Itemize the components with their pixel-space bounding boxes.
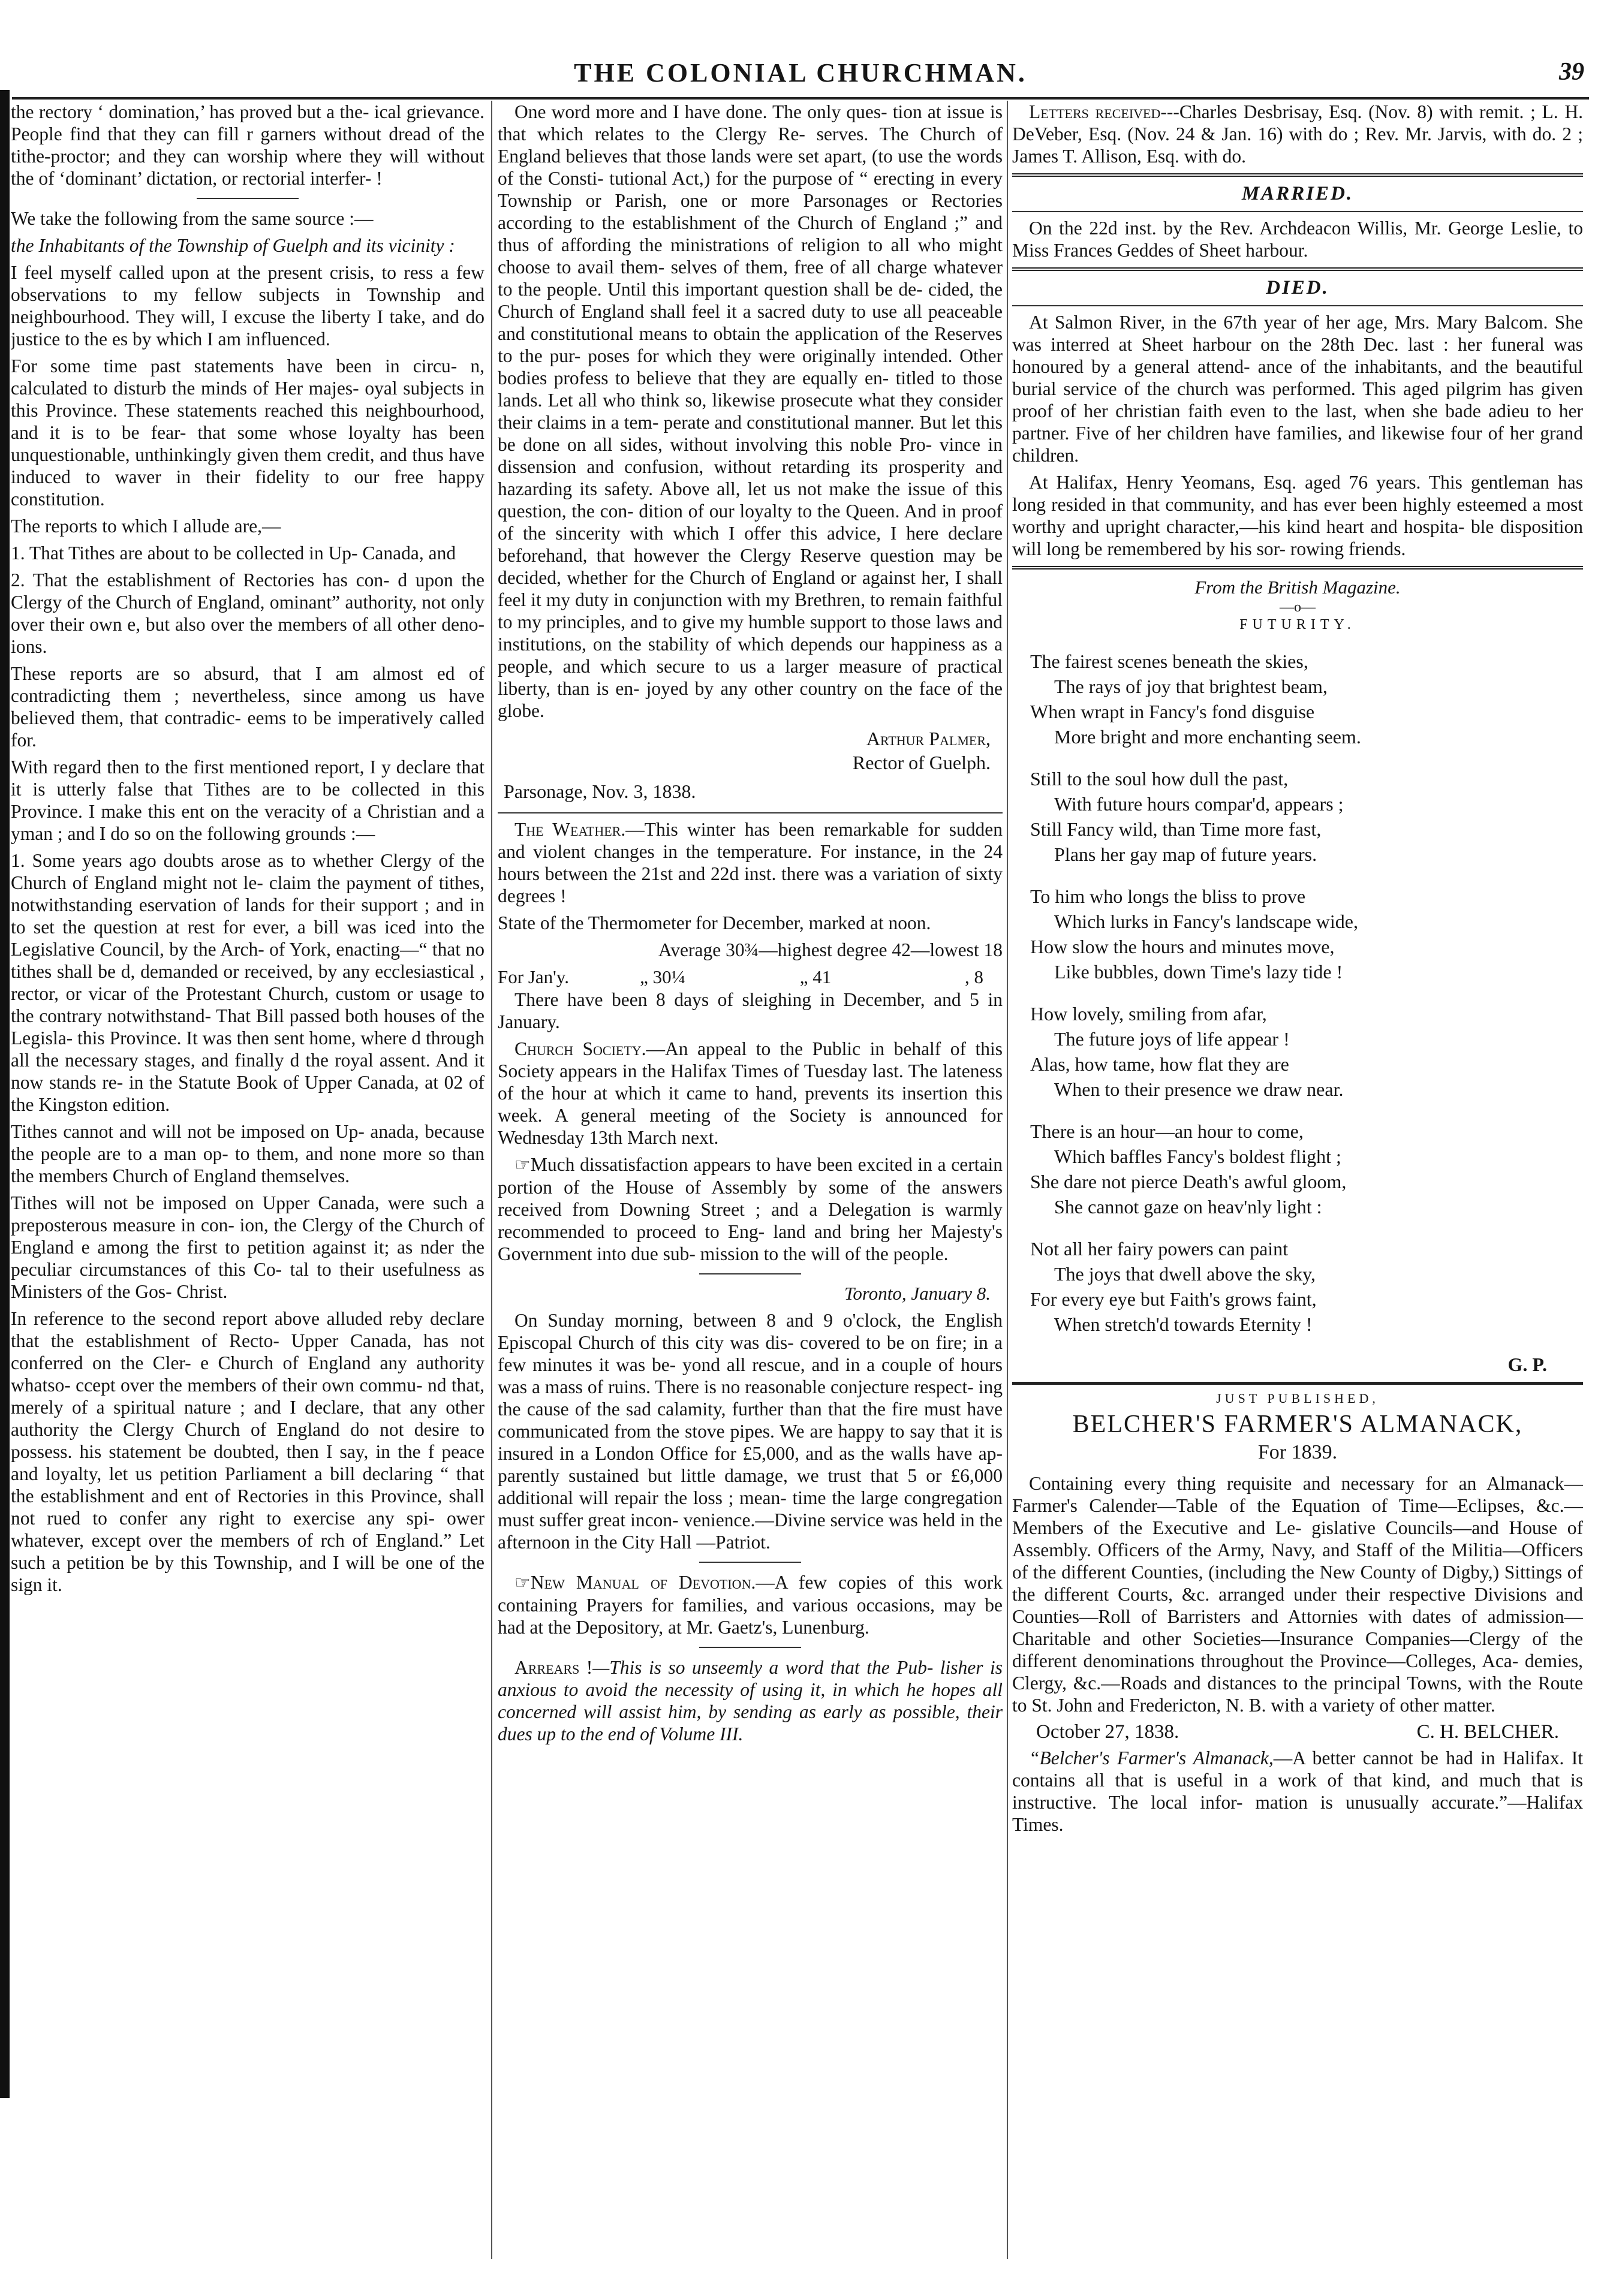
paragraph: 1. Some years ago doubts arose as to whether Clergy of the Church of England might not le- claim the payment of tithes, notwithstanding eservation of lands for their support ; and in to set the question at rest for ever, a bill was iced into the Legislative Council, by the Arch- of York, enacting—“ that no tithes shall be d, demanded or received, by any ecclesiastical , rector, or vicar of the Protestant Church, custom or usage to the contrary notwithstand- That Bill passed both houses of the Legisla- this Province. It was then sent home, where d through all the necessary stages, and finally d the royal assent. And it now stands re- in the Statute Book of Upper Canada, at 02 of the Kingston edition. [11,850,484,1115]
arrears-paragraph: Arrears !—This is so unseemly a word that the Pub- lisher is anxious to avoid the necessity of using it, in which he hopes all concerned will assist him, by sending as early as possible, their dues up to the end of Volume III. [498,1657,1003,1744]
section-divider [197,198,299,199]
married-heading: MARRIED. [1241,183,1354,204]
section-divider [699,1562,801,1563]
advert-review: “Belcher's Farmer's Almanack,—A better cannot be had in Halifax. It contains all that is useful in a work of that kind, and much that is instructive. The local infor- mation is unusually accurate.”—Halifax Times. [1012,1747,1583,1835]
signature-title: Rector of Guelph. [852,752,991,773]
poem-source: From the British Magazine. [1194,577,1401,598]
died-heading: DIED. [1266,277,1329,299]
sleighing-note: There have been 8 days of sleighing in December, and 5 in January. [498,989,1003,1032]
section-divider [498,812,1003,813]
thermometer-january: For Jan'y. „ 30¼ „ 41 , 8 [498,966,983,987]
column-divider [491,101,492,2259]
paragraph: Tithes will not be imposed on Upper Canada, were such a preposterous measure in con- ion, the Clergy of the Church of England e among the first to petition against it; as nder the peculiar circumstances of this Co- tal to their usefulness as Ministers of the Gos- Christ. [11,1192,484,1302]
page-title: THE COLONIAL CHURCHMAN. [574,58,1027,88]
married-notice: On the 22d inst. by the Rev. Archdeacon Willis, Mr. George Leslie, to Miss Frances Geddes of Sheet harbour. [1012,218,1583,261]
thermometer-december: Average 30¾—highest degree 42—lowest 18 [658,939,1003,960]
paragraph: Tithes cannot and will not be imposed on Up- anada, because the people are to a man op- to them, and none more so than the members Church of England themselves. [11,1121,484,1186]
intro-line: We take the following from the same source :— [11,208,374,229]
paragraph: 1. That Tithes are about to be collected in Up- Canada, and [11,543,456,564]
poem-stanza: The fairest scenes beneath the skies, The rays of joy that brightest beam, When wrapt in Fancy's fond disguise More bright and more enchanting seem. [1030,650,1361,748]
page-number: 39 [1559,58,1584,86]
died-notice: At Halifax, Henry Yeomans, Esq. aged 76 years. This gentleman has long resided in that community, and has ever been highly esteemed a most worthy and upright character,—his kind heart and hospita- ble disposition will long be remembered by his sor- rowing friends. [1012,472,1583,559]
poem-stanza: Not all her fairy powers can paint The joys that dwell above the sky, For every eye but Faith's grows faint, When stretch'd towards Eternity ! [1030,1238,1317,1335]
column-divider [1007,101,1008,2259]
letters-received: Letters received---Charles Desbrisay, Esq. (Nov. 8) with remit. ; L. H. DeVeber, Esq. (Nov. 24 & Jan. 16) with do ; Rev. Mr. Jarvis, with do. 2 ; James T. Allison, Esq. with do. [1012,101,1583,167]
section-divider [1012,1382,1583,1385]
header-rule [12,97,1589,100]
section-divider [1012,267,1583,271]
poem-stanza: How lovely, smiling from afar, The future joys of life appear ! Alas, how tame, how flat they are When to their presence we draw near. [1030,1003,1344,1100]
parsonage-dateline: Parsonage, Nov. 3, 1838. [504,781,696,802]
thermometer-caption: State of the Thermometer for December, marked at noon. [498,912,931,933]
dissatisfaction-paragraph: ☞Much dissatisfaction appears to have been excited in a certain portion of the House of Assembly by some of the answers received from Downing Street ; and a Delegation is warmly recommended to proceed to Eng- land and bring her Majesty's Government into due sub- mission to the will of the people. [498,1154,1003,1264]
advert-seller: C. H. BELCHER. [1416,1721,1559,1743]
column-left [11,101,484,2271]
arrears-lead: Arrears ! [514,1657,593,1678]
church-society-lead: Church Society. [514,1038,646,1059]
paragraph: The reports to which I allude are,— [11,516,281,537]
section-divider [699,1647,801,1648]
poem-ornament: —o— [1280,599,1316,615]
manual-paragraph: ☞New Manual of Devotion.—A few copies of this work containing Prayers for families, and various occasions, may be had at the Depository, at Mr. Gaetz's, Lunenburg. [498,1572,1003,1638]
pointing-hand-icon: ☞ [514,1155,531,1175]
poem-stanza: To him who longs the bliss to prove Which lurks in Fancy's landscape wide, How slow the hours and minutes move, Like bubbles, down Time's lazy tide ! [1030,885,1358,983]
pointing-hand-icon: ☞ [514,1573,531,1593]
advert-year: For 1839. [1257,1441,1338,1463]
section-divider [1012,305,1583,306]
poem-title: FUTURITY. [1239,617,1356,632]
poem-author: G. P. [1507,1354,1547,1375]
paragraph: For some time past statements have been in circu- n, calculated to disturb the minds of Her majes- oyal subjects in this Province. These statements reached this neighbourhood, and it is to be fear- that some whose loyalty has been unquestionable, unthinkingly given them credit, and thus have induced to waver in their fidelity to our free happy constitution. [11,355,484,510]
paragraph: These reports are so absurd, that I am almost ed of contradicting them ; nevertheless, since among us have believed them, that contradic- eems to be imperatively called for. [11,663,484,751]
advert-kicker: JUST PUBLISHED, [1216,1391,1379,1406]
paragraph: I feel myself called upon at the present crisis, to ress a few observations to my fellow subjects in Township and neighbourhood. They will, I excuse the liberty I take, and do justice to the es by which I am influenced. [11,262,484,349]
address-line: the Inhabitants of the Township of Guelph and its vicinity : [11,235,455,256]
column-middle [498,101,1003,2271]
binding-edge [0,90,10,2098]
paragraph: 2. That the establishment of Rectories has con- d upon the Clergy of the Church of England, ominant” authority, not only over their own e, but also over the members of all other deno- ions. [11,570,484,657]
signature-name: Arthur Palmer, [866,728,991,749]
section-divider [1012,566,1583,570]
section-divider [1012,211,1583,212]
section-divider [1012,173,1583,177]
died-notice: At Salmon River, in the 67th year of her age, Mrs. Mary Balcom. She was interred at Sheet harbour on the 28th Dec. last : her funeral was honoured by a general attend- ance of the inhabitants, and the beautiful burial service of the church was performed. This aged pilgrim has given proof of her christian faith even to the last, when she bade adieu to her partner. Five of her children have families, and likewise four of her grand children. [1012,312,1583,466]
advert-signoff [1036,1721,1559,1743]
advert-title: BELCHER'S FARMER'S ALMANACK, [1072,1411,1523,1438]
paragraph: With regard then to the first mentioned report, I y declare that it is utterly false that Tithes are to be collected in this Province. I make this ent on the veracity of a Christian and a yman ; and I do so on the following grounds :— [11,757,484,844]
toronto-dateline: Toronto, January 8. [844,1283,991,1304]
church-society-paragraph: Church Society.—An appeal to the Public in behalf of this Society appears in the Halifax Times of Tuesday last. The lateness of the hour at which it came to hand, prevents its insertion this week. A general meeting of the Society is announced for Wednesday 13th March next. [498,1038,1003,1148]
paragraph: the rectory ‘ domination,’ has proved but a the- ical grievance. People find that they can fill r garners without dread of the tithe-proctor; and they can worship where they will without the of ‘dominant’ dictation, or rectorial interfer- ! [11,101,484,189]
weather-lead: The Weather. [514,819,626,840]
paragraph: One word more and I have done. The only ques- tion at issue is that which relates to the Clergy Re- serves. The Church of England believes that those lands were set apart, (to use the words of the Consti- tutional Act,) for the purpose of “ erecting in every Township or Parish, one or more Parsonages or Rectories according to the establishment of the Church of England ;” and thus of affording the ministrations of religion to all who might choose to avail them- selves of them, free of all charge whatever to the people. Until this important question shall be de- cided, the Church of England shall feel it a sacred duty to use all peaceable and constitutional means to obtain the application of the Reserves to the pur- poses for which they were originally intended. Other bodies profess to believe that they are equally en- titled to those lands. Let all who think so, likewise prosecute what they consider their claims in a tem- perate and constitutional manner. But let this be done on all sides, without involving this noble Pro- vince in dissension and confusion, without retarding its prosperity and hazarding its safety. Above all, let us not make the issue of this question, the con- dition of our loyalty to the Queen. And in proof of the sincerity with which I offer this advice, I here declare beforehand, that however the Clergy Reserve question may be decided, whether for the Church of England or against her, I shall feel it my duty in conjunction with my Brethren, to remain faithful to my principles, and to give my humble support to those laws and institutions, on the stability of which depends our happiness as a people, and which secure to us a larger measure of practical liberty, than is en- joyed by any other country on the face of the globe. [498,101,1003,721]
paragraph: In reference to the second report above alluded reby declare that the establishment of Recto- Upper Canada, has not conferred on the Cler- e Church of England any authority whatso- ccept over the members of their own commu- nd that, merely of a spiritual nature ; and I declare, that any other authority the Clergy Church of England do not desire to possess. his statement be doubted, then I say, in the f peace and loyalty, let us petition Parliament a bill declaring “ that the establishment and ent of Rectories in this Province, shall not rued to confer any right to exercise any spi- ower whatever, except over the members of rch of England.” Let such a petition be by this Township, and I will be one of the sign it. [11,1308,484,1595]
advert-body: Containing every thing requisite and necessary for an Almanack—Farmer's Calender—Table of the Equation of Time—Eclipses, &c.—Members of the Executive and Le- gislative Councils—and House of Assembly. Officers of the Army, Navy, and Staff of the Militia—Officers of the different Counties, (including the New County of Digby,) Sittings of the different Courts, &c. arranged under their respective Divisions and Counties—Roll of Barristers and Attornies with dates of admission—Charitable and other Societies—Insurance Companies—Clergy of the different denominations throughout the Province—Colleges, Aca- demies, Clergy, &c.—Roads and distances to the principal Towns, with the Route to St. John and Fredericton, N. B. with a variety of other matter. [1012,1473,1583,1716]
section-divider [699,1273,801,1274]
weather-paragraph: The Weather.—This winter has been remarkable for sudden and violent changes in the temperature. For instance, in the 24 hours between the 21st and 22d inst. there was a variation of sixty degrees ! [498,819,1003,906]
running-header [0,58,1601,100]
poem-stanza: There is an hour—an hour to come, Which baffles Fancy's boldest flight ; She dare not pierce Death's awful gloom, She cannot gaze on heav'nly light : [1030,1120,1347,1218]
column-right [1012,101,1583,2271]
poem-stanza: Still to the soul how dull the past, With future hours compar'd, appears ; Still Fancy wild, than Time more fast, Plans her gay map of future years. [1030,768,1344,865]
toronto-fire-paragraph: On Sunday morning, between 8 and 9 o'clock, the English Episcopal Church of this city was dis- covered to be on fire; in a few minutes it was be- yond all rescue, and in a couple of hours was a mass of ruins. There is no reasonable conjecture respect- ing the cause of the sad calamity, further than that the fire must have communicated from the stove pipes. We are happy to say that it is insured in a London Office for £5,000, and as the walls have ap- parently sustained but little damage, we trust that 5 or £6,000 additional will repair the loss ; mean- time the large congregation must suffer great incon- venience.—Divine service was held in the afternoon in the City Hall —Patriot. [498,1310,1003,1553]
advert-date: October 27, 1838. [1036,1721,1179,1743]
